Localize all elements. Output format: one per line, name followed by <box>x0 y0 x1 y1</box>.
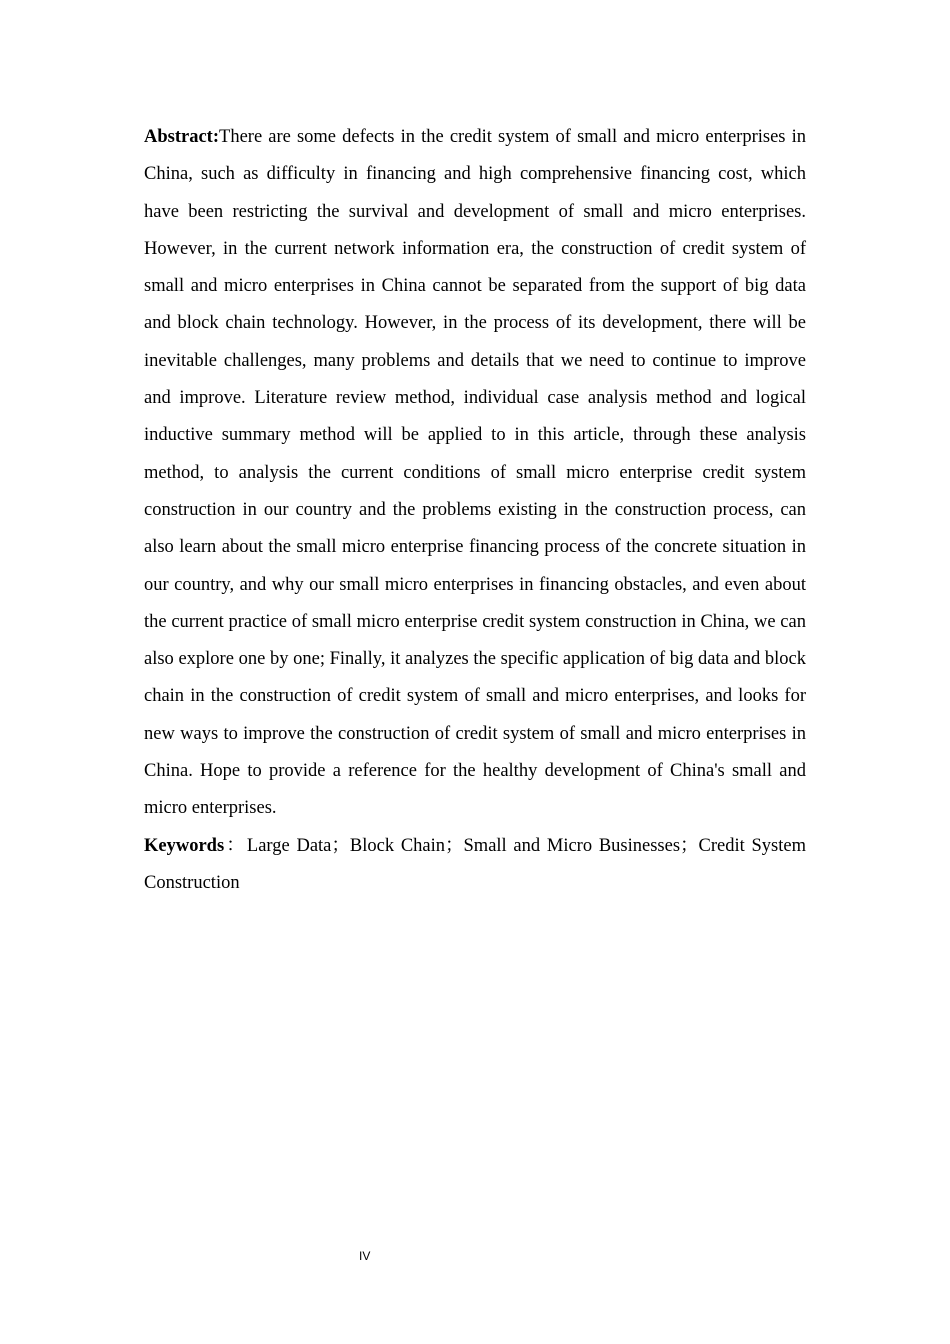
keywords-separator: ： <box>224 835 247 856</box>
keywords-text: Large Data；Block Chain；Small and Micro Businesses；Credit System Construction <box>144 835 806 893</box>
abstract-label: Abstract: <box>144 127 220 147</box>
keywords-label: Keywords <box>144 835 225 856</box>
abstract-text: There are some defects in the credit system of small and micro enterprises in China, such as difficulty in financing and high comprehensive financing cost, which have been restricting the survival and development of small and micro enterprises. However, in the current network information era, the construction of credit system of small and micro enterprises in China cannot be separated from the support of big data and block chain technology. However, in the process of its development, there will be inevitable challenges, many problems and details that we need to continue to improve and improve. Literature review method, individual case analysis method and logical inductive summary method will be applied to in this article, through these analysis method, to analysis the current conditions of small micro enterprise credit system construction in our country and the problems existing in the construction process, can also learn about the small micro enterprise financing process of the concrete situation in our country, and why our small micro enterprises in financing obstacles, and even about the current practice of small micro enterprise credit system construction in China, we can also explore one by one; Finally, it analyzes the specific application of big data and block chain in the construction of credit system of small and micro enterprises, and looks for new ways to improve the construction of credit system of small and micro enterprises in China. Hope to provide a reference for the healthy development of China's small and micro enterprises. <box>144 127 806 819</box>
abstract-section <box>144 119 806 902</box>
abstract-paragraph <box>144 119 806 828</box>
page-number: IV <box>359 1249 371 1263</box>
keywords-paragraph <box>144 828 806 903</box>
